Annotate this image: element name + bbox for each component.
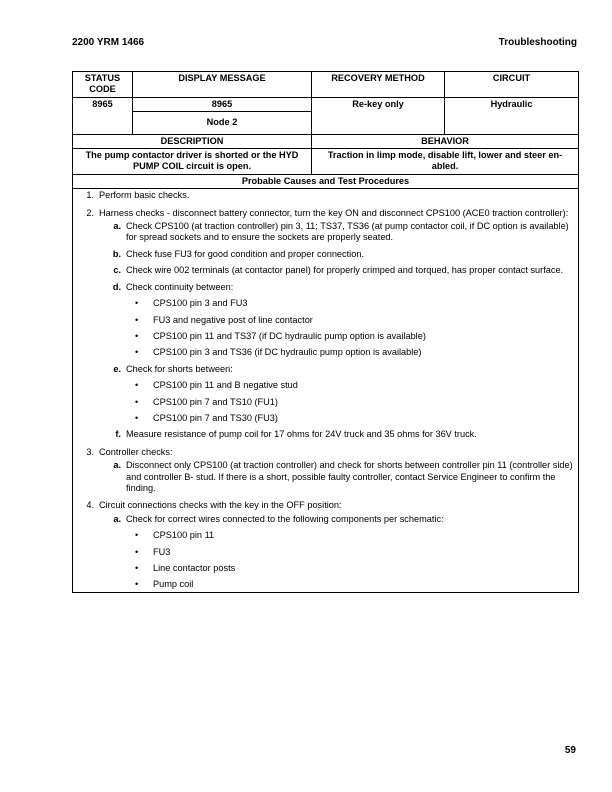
header-doc-id: 2200 YRM 1466	[72, 37, 145, 48]
list-item: • CPS100 pin 11 and TS37 (if DC hydraulic pump option is available)	[135, 330, 426, 341]
step-number: 1.	[86, 190, 94, 201]
table-subheader-row	[73, 134, 579, 148]
substep-3a	[94, 460, 575, 494]
step-2-substeps	[76, 221, 575, 441]
circuit-value: Hydraulic	[445, 97, 579, 134]
header-section-title: Troubleshooting	[498, 37, 577, 48]
behavior-header: BEHAVIOR	[312, 134, 579, 148]
list-item: • CPS100 pin 3 and FU3	[135, 298, 248, 309]
bullet-icon: •	[135, 298, 139, 309]
step-3-substeps	[76, 460, 575, 494]
substep-text: Disconnect only CPS100 (at traction controller) and check for shorts between controller pin 11 (controller side) and controller B- stud. If there is a short, possible faulty controller, contact Service Engineer to confirm the finding.	[126, 460, 573, 493]
substep-text: Check continuity between:	[126, 281, 234, 292]
table-header-row	[73, 72, 579, 98]
step-2	[76, 208, 575, 219]
substep-letter: e.	[113, 363, 121, 374]
table-subheader-row	[73, 174, 579, 188]
bullet-icon: •	[135, 347, 139, 358]
list-item: • Line contactor posts	[135, 563, 236, 573]
description-text: The pump contactor driver is shorted or the HYD PUMP COIL circuit is open.	[73, 149, 312, 175]
header-display-message: DISPLAY MESSAGE	[133, 72, 312, 98]
step-number: 3.	[86, 446, 94, 457]
table-row	[73, 189, 579, 593]
table-row	[73, 149, 579, 175]
step-number: 4.	[86, 500, 94, 511]
bullet-icon: •	[135, 563, 139, 573]
substep-text: Measure resistance of pump coil for 17 ohms for 24V truck and 35 ohms for 36V truck.	[126, 429, 477, 440]
step-4-substeps	[76, 514, 575, 591]
step-text: Harness checks - disconnect battery connector, turn the key ON and disconnect CPS100 (ACE0 traction controller):	[99, 207, 569, 218]
step-number: 2.	[86, 207, 94, 218]
recovery-method-value: Re-key only	[312, 97, 445, 134]
header-circuit: CIRCUIT	[445, 72, 579, 98]
substep-letter: f.	[115, 429, 121, 440]
behavior-text: Traction in limp mode, disable lift, lower and steer en-abled.	[312, 149, 579, 175]
substep-2a	[94, 221, 575, 244]
bullet-icon: •	[135, 546, 139, 557]
step-3	[76, 447, 575, 458]
substep-text: Check for shorts between:	[126, 363, 233, 374]
substep-letter: a.	[113, 221, 121, 232]
step-text: Perform basic checks.	[99, 190, 190, 201]
bullet-icon: •	[135, 530, 139, 541]
list-item: • FU3 and negative post of line contactor	[135, 314, 313, 325]
list-item: • CPS100 pin 11	[135, 530, 215, 541]
substep-text: Check for correct wires connected to the following components per schematic:	[126, 513, 444, 524]
header-status-code: STATUS CODE	[73, 72, 133, 98]
substep-2b	[94, 249, 575, 260]
list-item: • CPS100 pin 11 and B negative stud	[135, 380, 298, 391]
substep-letter: d.	[112, 281, 121, 292]
status-code-value: 8965	[73, 97, 133, 134]
bullet-icon: •	[135, 330, 139, 341]
list-item: • FU3	[135, 546, 171, 557]
step-text: Circuit connections checks with the key in the OFF position:	[99, 500, 342, 511]
substep-2c	[94, 265, 575, 276]
substep-text: Check wire 002 terminals (at contactor panel) for properly crimped and torqued, has proper contact surface.	[126, 265, 564, 276]
substep-text: Check CPS100 (at traction controller) pin 3, 11; TS37, TS36 (at pump contactor coil, if DC option is available) for spread sockets and to ensure the sockets are properly seated.	[126, 221, 569, 243]
header-recovery-method: RECOVERY METHOD	[312, 72, 445, 98]
bullet-icon: •	[135, 579, 139, 590]
description-header: DESCRIPTION	[73, 134, 312, 148]
procedure-cell	[73, 189, 579, 593]
bullet-icon: •	[135, 412, 139, 423]
bullet-icon: •	[135, 314, 139, 325]
substep-letter: a.	[113, 513, 121, 524]
substep-text: Check fuse FU3 for good condition and proper connection.	[126, 248, 365, 259]
list-item: • CPS100 pin 7 and TS10 (FU1)	[135, 396, 278, 407]
step-1	[76, 190, 575, 201]
substep-letter: a.	[113, 460, 121, 471]
substep-4a	[94, 514, 575, 591]
causes-header: Probable Causes and Test Procedures	[73, 174, 579, 188]
bullet-icon: •	[135, 396, 139, 407]
list-item: • Pump coil	[135, 579, 194, 590]
substep-2d	[94, 282, 575, 359]
diagnostic-code-table	[72, 71, 579, 593]
substep-2f	[94, 429, 575, 440]
table-row	[73, 97, 579, 111]
list-item: • CPS100 pin 3 and TS36 (if DC hydraulic pump option is available)	[135, 347, 422, 358]
substep-letter: b.	[112, 248, 121, 259]
bullet-icon: •	[135, 380, 139, 391]
list-item: • CPS100 pin 7 and TS30 (FU3)	[135, 412, 278, 423]
display-message-value: 8965	[133, 97, 312, 111]
substep-letter: c.	[113, 265, 121, 276]
step-4	[76, 500, 575, 511]
substep-2e	[94, 364, 575, 425]
step-text: Controller checks:	[99, 446, 173, 457]
page-number: 59	[564, 745, 576, 756]
node-value: Node 2	[133, 112, 312, 134]
